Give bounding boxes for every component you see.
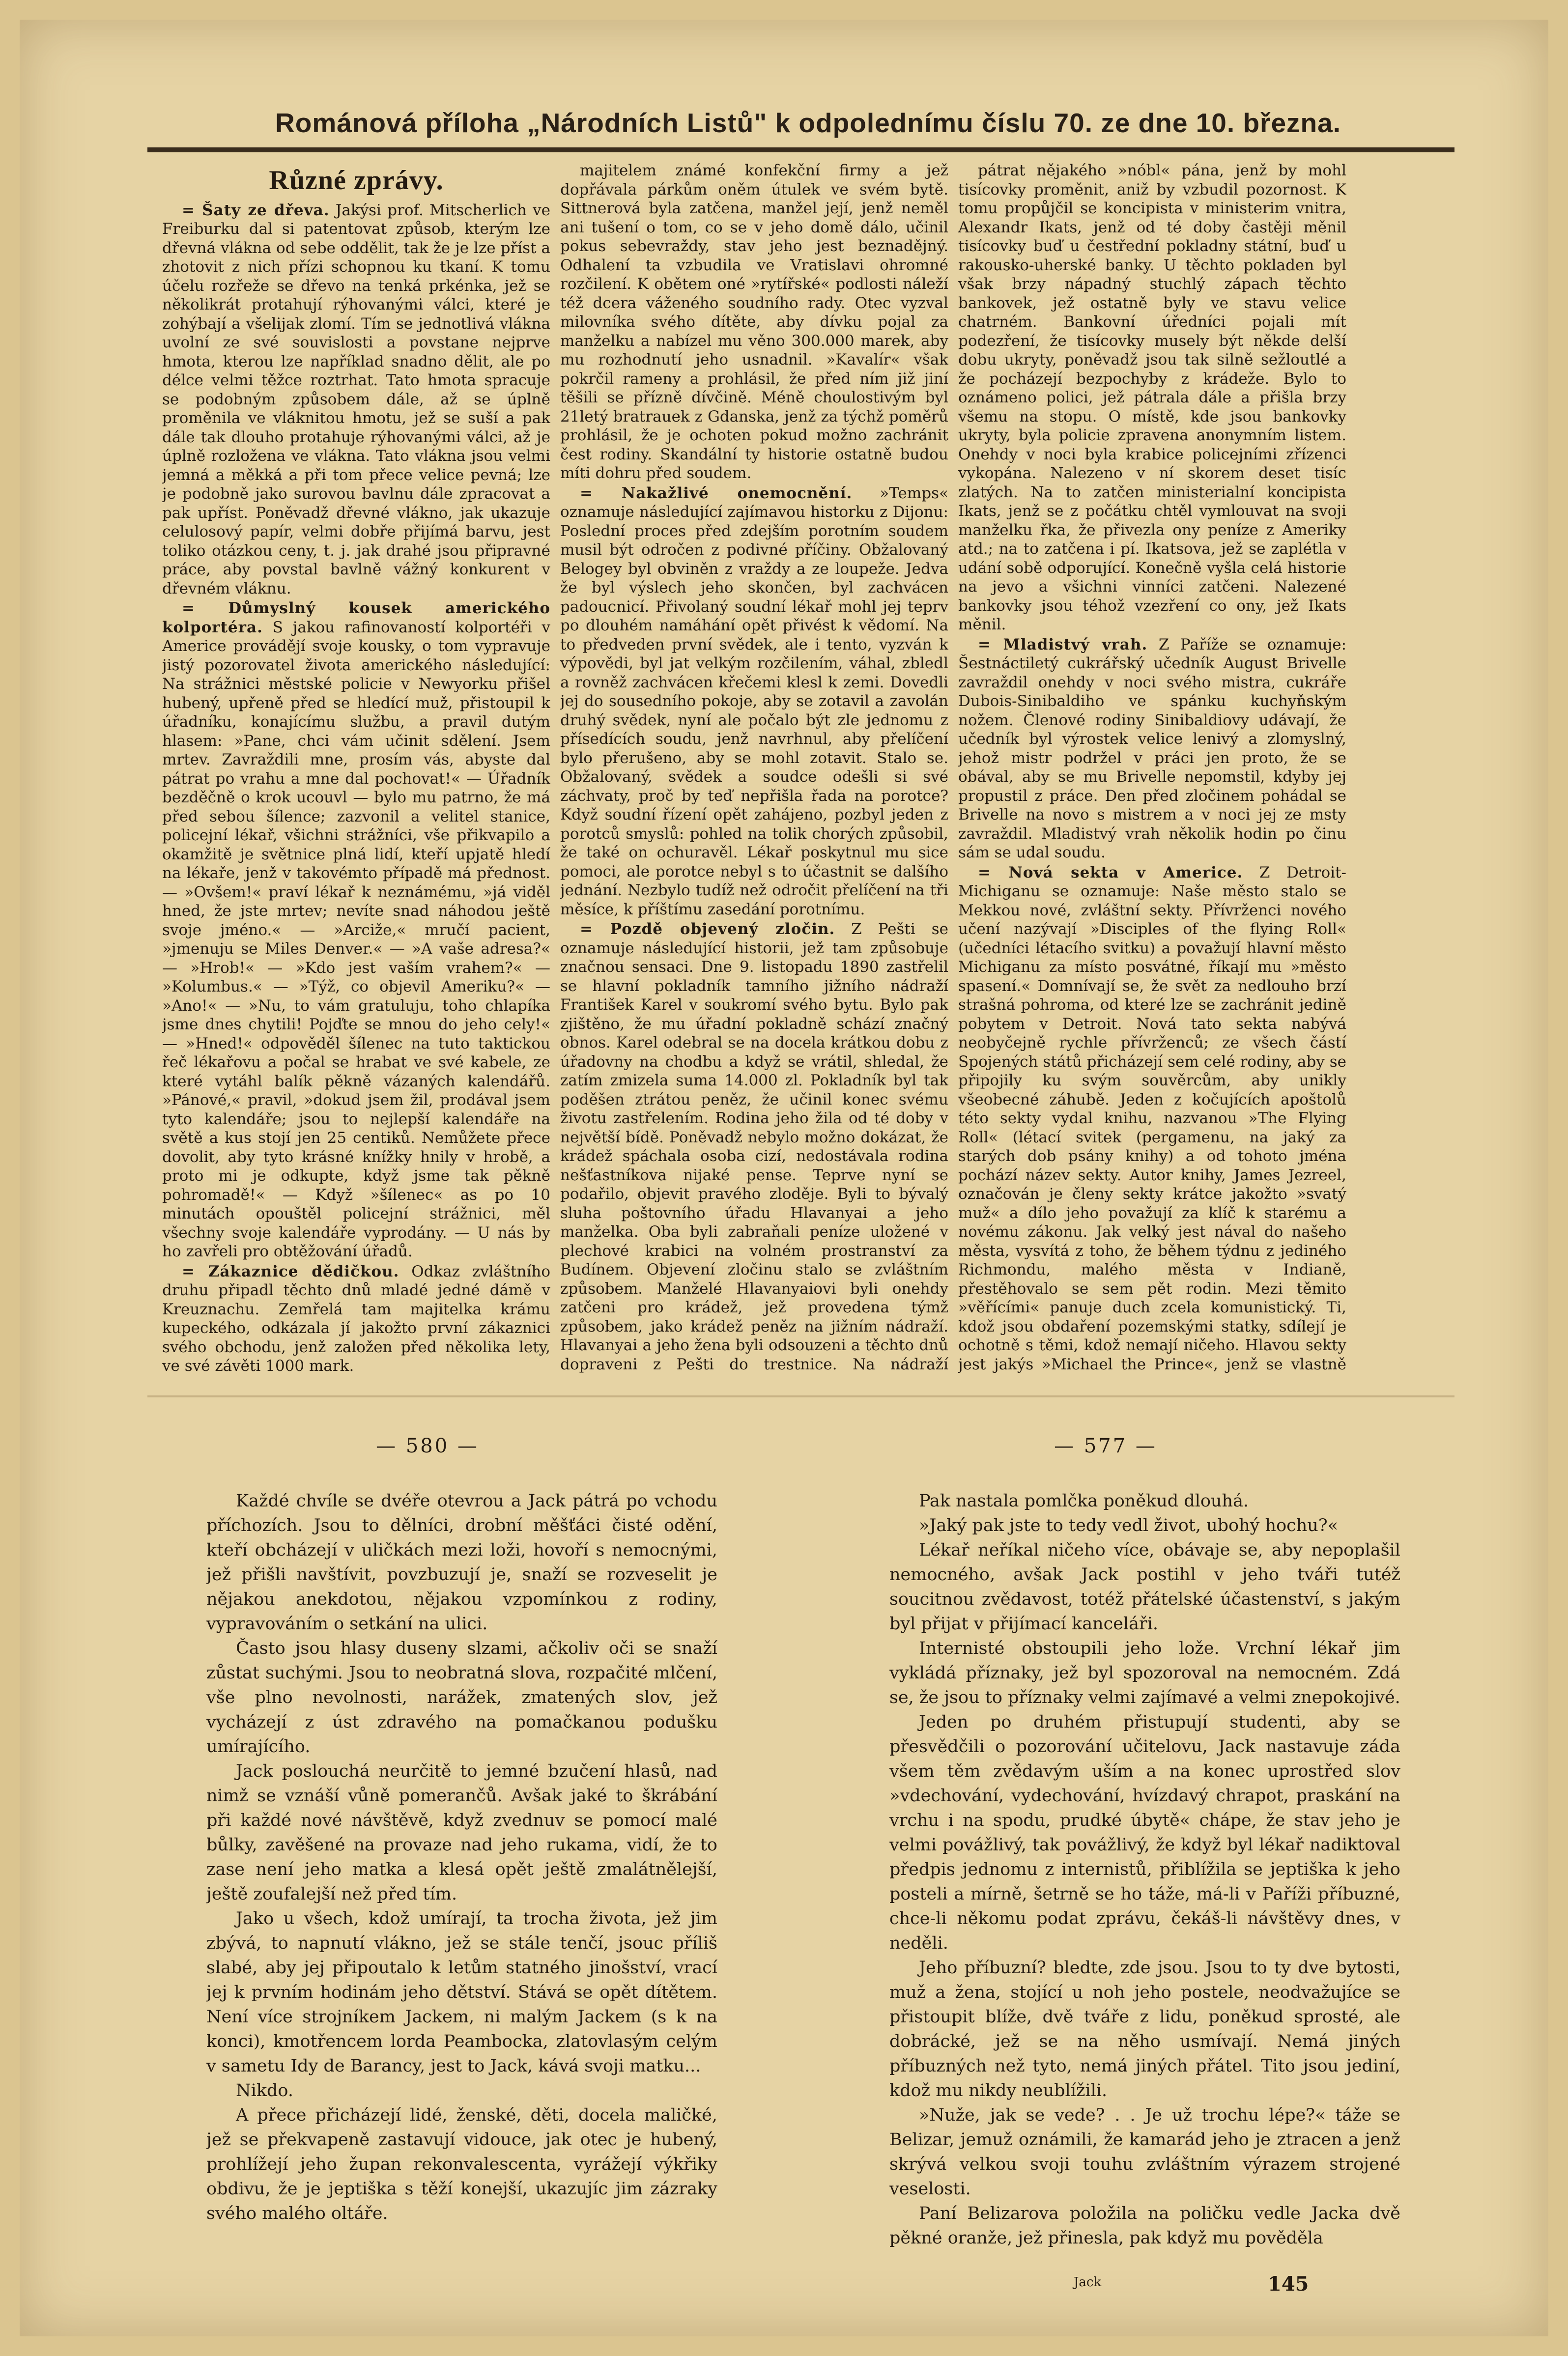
story-paragraph: Lékař neříkal ničeho více, obávaje se, aby nepoplašil nemocného, avšak Jack postihl v jeho tváři tutéž soucitnou zvědavost, totéž přátelské účastenství, s jakým byl přijat v přijímací kanceláři. bbox=[889, 1540, 1400, 1634]
news-item-heading: = Šaty ze dřeva. bbox=[182, 201, 330, 219]
story-paragraph: Jack poslouchá neurčitě to jemné bzučení hlasů, nad nimž se vznáší vůně pomerančů. Avšak jaké to škrábání při každé nové návštěvě, když zvednuv se pomocí malé bůlky, zavěšené na provaze nad jeho rukama, vidí, že to zase není jeho matka a klesá opět ještě zmalátnělejší, ještě zoufalejší než před tím. bbox=[206, 1761, 717, 1904]
news-item bbox=[958, 161, 1346, 634]
news-item-text: majitelem známé konfekční firmy a jež dopřávala párkům oněm útulek ve svém bytě. Sittnerová byla zatčena, manžel její, jenž neměl ani tušení o tom, co se v jeho domě dálo, učinil pokus sebevraždy, stav jeho jest beznadějný. Odhalení ta vzbudila ve Vratislavi ohromné rozčilení. K obětem oné »rytířské« podlosti náleží též dcera váženého soudního rady. Otec vyzval milovníka svého dítěte, aby dívku pojal za manželku a nabízel mu věno 300.000 marek, aby mu rozhodnutí jeho usnadnil. »Kavalír« však pokrčil rameny a prohlásil, že před ním již jiní těšili se přízně dívčině. Méně choulostivým byl 21letý bratrauek z Gdanska, jenž za týchž poměrů prohlásil, že je ochoten pokud možno zachránit čest rodiny. Skandální ty historie ostatně budou míti dohru před soudem. bbox=[560, 162, 948, 482]
news-item-text: Odkaz zvláštního druhu připadl těchto dnů mladé jedné dámě v Kreuznachu. Zemřelá tam majitelka krámu kupeckého, odkázala jí jakožto první zákaznici svého obchodu, jenž založen před několika lety, ve své závěti 1000 mark. bbox=[162, 1262, 550, 1375]
news-item-heading: = Zákaznice dědičkou. bbox=[182, 1262, 399, 1280]
news-item-heading: = Nakažlivé onemocnění. bbox=[580, 484, 853, 502]
news-item-text: »Temps« oznamuje následující zajímavou historku z Dijonu: Poslední proces před zdejším porotním soudem musil být odročen z podivné příčiny. Obžalovaný Belogey byl obviněn z vraždy a ze loupeže. Jedva že byl výslech jeho skončen, byl zachvácen padoucnicí. Přivolaný soudní lékař mohl jej teprv po dlouhém namáhání opět přivést k vědomí. Na to předveden první svědek, ale i tento, vyzván k výpovědi, byl jat velkým rozčilením, váhal, zbledl a rovněž zachvácen křečemi klesl k zemi. Dovedli jej do sousedního pokoje, aby se zotavil a zavolán druhý svědek, nyní ale počalo být zle jednomu z přísedících soudu, jenž navrhnul, aby přelíčení bylo přerušeno, aby se mohl zotavit. Stalo se. Obžalovaný, svědek a soudce odešli si své záchvaty, proč by teď nepřišla řada na porotce? Když soudní řízení opět zahájeno, pozbyl jeden z porotců smyslů: pohled na tolik chorých způsobil, že také on ochuravěl. Lékař poskytnul mu sice pomoci, ale porotce nebyl s to účastnit se dalšího jednání. Nezbylo tudíž než odročit přelíčení na tři měsíce, k příštímu zasedání porotnímu. bbox=[560, 484, 948, 918]
story-paragraph: Každé chvíle se dvéře otevrou a Jack pátrá po vchodu příchozích. Jsou to dělníci, drobní měšťáci čisté odění, kteří obcházejí v uličkách mezi loži, hovoří s nemocnými, jež přišli navštívit, povzbuzují je, snaží se rozveselit je nějakou anekdotou, nějakou vzpomínkou z rodiny, vypravováním o setkání na ulici. bbox=[206, 1491, 717, 1634]
news-item-text: Z Detroit-Michiganu se oznamuje: Naše město stalo se Mekkou nové, zvláštní sekty. Přívrženci nového učení nazývají »Disciples of the flying Roll« (učedníci létacího svitku) a považují hlavní město Michiganu za místo posvátné, říkají mu »město spasení.« Domnívají se, že svět za nedlouho brzí strašná pohroma, od které lze se zachránit jedině pobytem v Detroit. Nová tato sekta nabývá neobyčejně rychle přívrženců; ze všech částí Spojených států přicházejí sem celé rodiny, aby se připojily ku svým souvěrcům, aby unikly všeobecné záhubě. Jeden z kočujících apoštolů této sekty vydal knihu, nazvanou »The Flying Roll« (létací svitek (pergamenu, na jaký za starých dob psány knihy) a od tohoto jména pochází název sekty. Autor knihy, James Jezreel, označován je členy sekty krátce jakožto »svatý muž« a dílo jeho považují za klíč k starému a novému zákonu. Jak velký jest nával do našeho města, vysvítá z toho, že během týdnu z jediného Richmondu, malého města v Indianě, přestěhovalo se sem pět rodin. Mezi těmito »věřícími« panuje duch zcela komunistický. Ti, kdož jsou obdaření pozemskými statky, sdílejí je ochotně s těmi, kdož nemají ničeho. Hlavou sekty jest jakýs »Michael the Prince«, jenž se vlastně bbox=[958, 863, 1346, 1373]
story-paragraph: Často jsou hlasy duseny slzami, ačkoliv oči se snaží zůstat suchými. Jsou to neobratná slova, rozpačité mlčení, vše plno nevolnosti, narážek, zmatených slov, jež vycházejí z úst zdravého na pomačkanou podušku umírajícího. bbox=[206, 1639, 717, 1757]
story-paragraph: »Jaký pak jste to tedy vedl život, ubohý hochu?« bbox=[919, 1516, 1339, 1535]
news-item-text: Z Pešti se oznamuje následující historii, jež tam způsobuje značnou sensaci. Dne 9. listopadu 1890 zastřelil se hlavní pokladník tamního jižního nádraží František Karel v soukromí svého bytu. Bylo pak zjištěno, že mu úřadní pokladně schází značný obnos. Karel odebral se na docela krátkou dobu z úřadovny na chodbu a když se vrátil, shledal, že zatím zmizela suma 14.000 zl. Pokladník byl tak poděšen ztrátou peněz, že učinil konec svému životu zastřelením. Rodina jeho žila od té doby v největší bídě. Poněvadž nebylo možno dokázat, že krádež spáchala osoba cizí, nedostávala rodina nešťastníkova nijaké pense. Teprve nyní se podařilo, objevit pravého zloděje. Byli to bývalý sluha poštovního úřadu Hlavanyai a jeho manželka. Oba byli zabraňali peníze uložené v plechové krabici na volném prostranství za Budínem. Objevení zločinu stalo se zvláštním způsobem. Manželé Hlavanyaiovi byli onehdy zatčeni pro krádež, jež provedena týmž způsobem, jako krádež peněz na jižním nádraží. Hlavanyai a jeho žena byli odsouzeni a těchto dnů dopraveni z Pešti do trestnice. Na nádraží bbox=[560, 920, 948, 1373]
column-1-items bbox=[162, 201, 550, 1375]
news-item-heading: = Mladistvý vrah. bbox=[978, 635, 1148, 653]
story-paragraph: Jeho příbuzní? bledte, zde jsou. Jsou to ty dve bytosti, muž a žena, stojící u noh jeho postele, neodvažujíce se přistoupit blíže, dvě tváře z lidu, poněkud sprosté, ale dobrácké, jež se na něho usmívají. Nemá jiných příbuzných než tyto, nemá jiných přátel. Tito jsou jediní, kdož mu nikdy neublížili. bbox=[889, 1958, 1400, 2101]
story-paragraph: »Nuže, jak se vede? . . Je už trochu lépe?« táže se Belizar, jemuž oznámili, že kamarád jeho je ztracen a jenž skrývá velkou svoji touhu zvláštním výrazem strojené veselosti. bbox=[889, 2105, 1400, 2199]
column-heading: Různé zprávy. bbox=[269, 165, 444, 196]
story-paragraph: Jako u všech, kdož umírají, ta trocha života, jež jim zbývá, to napnutí vlákno, jež se stále tenčí, jsouc příliš slabé, aby jej připoutalo k letům statného jinošství, vrací jej k prvním hodinám jeho dětství. Stává se opět dítětem. Není více strojníkem Jackem, ni malým Jackem (s k na konci), kmotřencem lorda Peambocka, zlatovlasým celým v sametu Idy de Barancy, jest to Jack, kává svoji matku... bbox=[206, 1909, 717, 2076]
news-column-3 bbox=[958, 161, 1346, 1375]
news-item bbox=[560, 920, 948, 1375]
story-paragraph: Internisté obstoupili jeho lože. Vrchní lékař jim vykládá příznaky, jež byl spozoroval na nemocném. Zdá se, že jsou to příznaky velmi zajímavé a velmi znepokojivé. bbox=[889, 1639, 1400, 1707]
news-item-text: S jakou rafinovaností kolportéři v Americe provádějí svoje kousky, o tom vypravuje jistý pozorovatel života amerického následující: Na strážnici městské policie v Newyorku přišel hubený, upřeně před se hledící muž, přistoupil k úřadníku, konajícímu službu, a pravil dutým hlasem: »Pane, chci vám učinit sdělení. Jsem mrtev. Zavraždili mne, prosím vás, abyste dal pátrat po vrahu a mne dal pochovat!« — Úřadník bezděčně o krok ucouvl — bylo mu patrno, že má před sebou šílence; zazvonil a velitel stanice, policejní lékař, všichni strážníci, vše přikvapilo a okamžitě je světnice plná lidí, kteří upjatě hledí na lékaře, jenž v takovémto případě má přednost. — »Ovšem!« praví lékař k neznámému, »já viděl hned, že jste mrtev; nevíte snad náhodou ještě svoje jméno.« — »Arciže,« mručí pacient, »jmenuju se Miles Denver.« — »A vaše adresa?« — »Hrob!« — »Kdo jest vaším vrahem?« — »Kolumbus.« — »Týž, co objevil Ameriku?« — »Ano!« — »Nu, to vám gratuluju, toho chlapíka jsme dnes chytili! Pojďte se mnou do jeho cely!« — »Hned!« odpověděl šílenec na tuto taktickou řeč lékařovu a počal se hrabat ve své kabele, ze které vytáhl balík pěkně vázaných kalendářů. »Pánové,« pravil, »dokud jsem žil, prodával jsem tyto kalendáře; jsou to nejlepší kalendáře na světě a kus stojí jen 25 centiků. Nemůžete přece dovolit, aby tyto krásné knížky hnily v hrobě, a proto mi je odkupte, když jsme tak pěkně pohromadě!« — Když »šílenec« as po 10 minutách opouštěl policejní strážnici, měl všechny svoje kalendáře vyprodány. — U nás by ho zavřeli pro obtěžování úřadů. bbox=[162, 618, 550, 1260]
news-item-heading: = Pozdě objevený zločin. bbox=[580, 920, 835, 938]
novel-page-left bbox=[206, 1489, 717, 2275]
masthead: Románová příloha „Národních Listů" k odpolednímu číslu 70. ze dne 10. března. bbox=[275, 108, 1341, 138]
story-paragraph: Pak nastala pomlčka poněkud dlouhá. bbox=[919, 1491, 1249, 1511]
news-item-heading: = Důmyslný kousek amerického kolportéra. bbox=[162, 599, 550, 636]
story-paragraph: Nikdo. bbox=[236, 2081, 294, 2101]
story-paragraph: A přece přicházejí lidé, ženské, děti, docela maličké, jež se překvapeně zastavují vidouce, jak otec je hubený, prohlížejí jeho župan rekonvalescenta, vyrážejí výkřiky obdivu, že je jeptiška s těží konejší, ukazujíc jim zázraky svého malého oltáře. bbox=[206, 2105, 717, 2223]
news-column-1 bbox=[162, 161, 550, 1375]
news-item-heading: = Nová sekta v Americe. bbox=[978, 863, 1243, 881]
news-item bbox=[162, 599, 550, 1261]
column-3-items bbox=[958, 161, 1346, 1375]
news-item bbox=[162, 1262, 550, 1375]
news-item-text: pátrat nějakého »nóbl« pána, jenž by mohl tisícovky proměnit, aniž by vzbudil pozornost. K tomu propůjčil se koncipista v ministerim vnitra, Alexandr Ikats, jenž od té doby častěji měnil tisícovky buď u čestřední pokladny státní, buď u rakousko-uherské banky. U těchto pokladen byl však brzy nápadný stuchlý zápach těchto bankovek, jež ostatně byly ve stavu velice chatrném. Bankovní úředníci pojali mít podezření, že tisícovky musely být někde delší dobu ukryty, poněvadž jsou tak silně sežloutlé a že pocházejí bezpochyby z krádeže. Bylo to oznámeno polici, jež pátrala dále a přišla brzy všemu na stopu. O místě, kde jsou bankovky ukryty, byla policie zpravena anonymním listem. Onehdy v noci byla krabice policejními zřízenci vykopána. Nalezeno v ní skorem deset tisíc zlatých. Na to zatčen ministerialní koncipista Ikats, jenž se z počátku chtěl vymlouvat na svoji manželku řka, že přivezla ony peníze z Ameriky atd.; na to zatčena i pí. Ikatsova, jež se zaplétla v udání sobě odporující. Konečně vyšla celá historie na jevo a všichni vinníci zatčeni. Nalezené bankovky jsou téhož vzezření co ony, jež Ikats měnil. bbox=[958, 162, 1346, 633]
story-paragraph: Paní Belizarova položila na poličku vedle Jacka dvě pěkné oranže, jež přinesla, pak když mu pověděla bbox=[889, 2204, 1400, 2248]
news-item bbox=[560, 484, 948, 919]
page-fold-line bbox=[147, 1395, 1454, 1397]
masthead-rule bbox=[147, 147, 1454, 152]
news-item-text: Z Paříže se oznamuje: Šestnáctiletý cukrářský učedník August Brivelle zavraždil onehdy v noci svého mistra, cukráře Dubois-Sinibaldiho ve spánku kuchyňským nožem. Členové rodiny Sinibaldiovy udávají, že učedník byl výrostek velice lenivý a zlomyslný, jehož mistr podržel v práci jen proto, že se obával, aby se mu Brivelle nepomstil, kdyby jej propustil z práce. Den před zločinem pohádal se Brivelle na novo s mistrem a v noci jej ze msty zavraždil. Mladistvý vrah několik hodin po činu sám se udal soudu. bbox=[958, 635, 1346, 861]
sheet-number: 145 bbox=[1268, 2272, 1309, 2296]
signature-mark: Jack bbox=[1074, 2275, 1102, 2290]
page-number-right: — 577 — bbox=[1054, 1435, 1157, 1457]
novel-page-right bbox=[889, 1489, 1400, 2275]
news-item bbox=[560, 161, 948, 483]
news-item bbox=[958, 635, 1346, 862]
story-paragraph: Jeden po druhém přistupují studenti, aby se přesvědčili o pozorování učitelovu, Jack nastavuje záda všem těm zvědavým uším a na konec uprostřed slov »vdechování, vydechování, hvízdavý chrapot, praskání na vrchu i na spodu, prudké úbytě« chápe, že stav jeho je velmi povážlivý, tak povážlivý, že když byl lékař nadiktoval předpis jednomu z internistů, přiblížila se jeptiška k jeho posteli a mírně, šetrně se ho táže, má-li v Paříži příbuzné, chce-li někomu podat zprávu, čekáš-li návštěvy dnes, v neděli. bbox=[889, 1712, 1400, 1953]
news-item bbox=[958, 863, 1346, 1375]
news-item bbox=[162, 201, 550, 598]
news-column-2 bbox=[560, 161, 948, 1375]
news-item-text: Jakýsi prof. Mitscherlich ve Freiburku dal si patentovat způsob, kterým lze dřevná vlákna od sebe oddělit, tak že je lze příst a zhotovit z nich přízi schopnou ku tkaní. K tomu účelu rozřeže se dřevo na tenká prkénka, jež se několikrát protahují rýhovanými válci, které je zohýbají a všelijak zlomí. Tím se jednotlivá vlákna uvolní ze své souvislosti a povstane nejprve hmota, kterou lze například snadno dělit, ale po délce velmi těžce roztrhat. Tato hmota spracuje se podobným způsobem dále, až se úplně proměnila ve vláknitou hmotu, jež se suší a pak dále tak dlouho protahuje rýhovanými válci, až je úplně rozložena ve vlákna. Tato vlákna jsou velmi jemná a měkká a při tom přece velice pevná; lze je podobně jako surovou bavlnu dále zpracovat a pak upříst. Poněvadž dřevné vlákno, jak ukazuje celulosový papír, velmi dobře přijímá barvu, jest toliko otázkou ceny, t. j. jak drahé jsou připravné práce, aby povstal bavlně vážný konkurent v dřevném vláknu. bbox=[162, 201, 550, 597]
column-2-items bbox=[560, 161, 948, 1375]
page-number-left: — 580 — bbox=[376, 1435, 479, 1457]
